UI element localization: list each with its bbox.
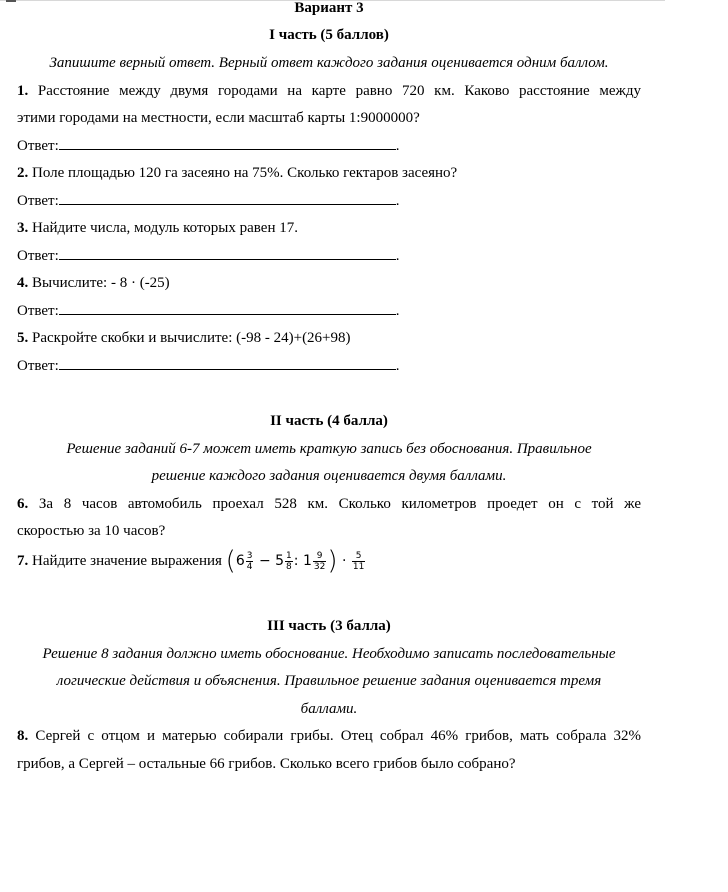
fraction-4 (352, 551, 365, 572)
answer-end: . (395, 138, 400, 154)
task-5 (17, 328, 641, 348)
task-8-number: 8. (17, 728, 29, 744)
answer-label: Ответ: (17, 193, 59, 209)
answer-label: Ответ: (17, 138, 59, 154)
task-7-number: 7. (17, 553, 29, 569)
colon-sign: : (293, 553, 299, 569)
task-5-text: Раскройте скобки и вычислите: (-98 - 24)+(26+98) (32, 330, 351, 346)
task-8-line-1 (17, 726, 641, 746)
task-6-text-2: скоростью за 10 часов? (17, 523, 166, 539)
minus-sign: − (258, 553, 271, 569)
math-expression (225, 546, 367, 576)
part3-instructions-3: баллами. (300, 701, 358, 717)
task-4-answer-field[interactable] (59, 301, 396, 315)
fraction-3 (313, 551, 326, 572)
task-1-text-2: этими городами на местности, если масштаб карты 1:9000000? (17, 110, 420, 126)
answer-end: . (395, 303, 400, 319)
task-5-number: 5. (17, 330, 29, 346)
part1-title: I часть (5 баллов) (269, 27, 389, 43)
answer-end: . (395, 248, 400, 264)
part1-instructions: Запишите верный ответ. Верный ответ каждого задания оценивается одним баллом. (49, 55, 609, 71)
numerator: 9 (313, 551, 326, 562)
task-3-text: Найдите числа, модуль которых равен 17. (32, 220, 298, 236)
numerator: 3 (246, 550, 253, 561)
task-7-text: Найдите значение выражения (32, 553, 222, 569)
task-3-answer-row (17, 246, 641, 266)
task-5-answer-row (17, 356, 641, 376)
open-paren: ( (225, 546, 236, 576)
task-4 (17, 273, 641, 293)
task-3-number: 3. (17, 220, 29, 236)
task-4-text: Вычислите: - 8 · (-25) (32, 275, 170, 291)
answer-end: . (395, 193, 400, 209)
task-6-number: 6. (17, 496, 29, 512)
multiply-dot: · (341, 553, 347, 569)
numerator: 5 (352, 551, 365, 562)
task-1-text-1: Расстояние между двумя городами на карте равно 720 км. Каково расстояние между (37, 83, 641, 99)
task-4-answer-row (17, 301, 641, 321)
whole-3: 1 (302, 553, 312, 569)
task-1-number: 1. (17, 83, 29, 99)
part3-title: III часть (3 балла) (267, 618, 391, 634)
task-8-text-1: Сергей с отцом и матерью собирали грибы. Отец собрал 46% грибов, мать собрала 32% (35, 728, 641, 744)
answer-label: Ответ: (17, 248, 59, 264)
numerator: 1 (286, 550, 292, 561)
task-2-number: 2. (17, 165, 29, 181)
denominator: 32 (313, 561, 326, 572)
part2-instructions-2: решение каждого задания оценивается двумя баллами. (151, 468, 507, 484)
task-2 (17, 163, 641, 183)
answer-end: . (395, 358, 400, 374)
task-7 (17, 541, 641, 581)
denominator: 8 (286, 561, 292, 572)
task-6-text-1: За 8 часов автомобиль проехал 528 км. Сколько километров проедет он с той же (38, 496, 642, 512)
close-paren: ) (327, 546, 338, 576)
fraction-1 (246, 551, 254, 572)
part2-title: II часть (4 балла) (270, 413, 388, 429)
part3-instructions-2: логические действия и объяснения. Правильное решение задания оценивается тремя (56, 673, 602, 689)
task-8-text-2: грибов, а Сергей – остальные 66 грибов. Сколько всего грибов было собрано? (17, 756, 516, 772)
task-1-line-1 (17, 81, 641, 101)
denominator: 4 (246, 561, 253, 572)
part2-instructions-1: Решение заданий 6-7 может иметь краткую запись без обоснования. Правильное (66, 441, 592, 457)
fraction-2 (285, 551, 293, 572)
task-6-line-1 (17, 494, 641, 514)
task-1-answer-field[interactable] (59, 136, 396, 150)
task-2-text: Поле площадью 120 га засеяно на 75%. Сколько гектаров засеяно? (32, 165, 458, 181)
denominator: 11 (352, 561, 365, 572)
whole-2: 5 (275, 553, 285, 569)
task-2-answer-field[interactable] (59, 191, 396, 205)
answer-label: Ответ: (17, 358, 59, 374)
task-3 (17, 218, 641, 238)
page-corner-mark (6, 0, 16, 2)
task-2-answer-row (17, 191, 641, 211)
whole-1: 6 (235, 553, 245, 569)
task-3-answer-field[interactable] (59, 246, 396, 260)
answer-label: Ответ: (17, 303, 59, 319)
part3-instructions-1: Решение 8 задания должно иметь обоснование. Необходимо записать последовательные (42, 646, 616, 662)
task-5-answer-field[interactable] (59, 356, 396, 370)
variant-title: Вариант 3 (294, 0, 364, 16)
task-4-number: 4. (17, 275, 29, 291)
task-1-answer-row (17, 136, 641, 156)
